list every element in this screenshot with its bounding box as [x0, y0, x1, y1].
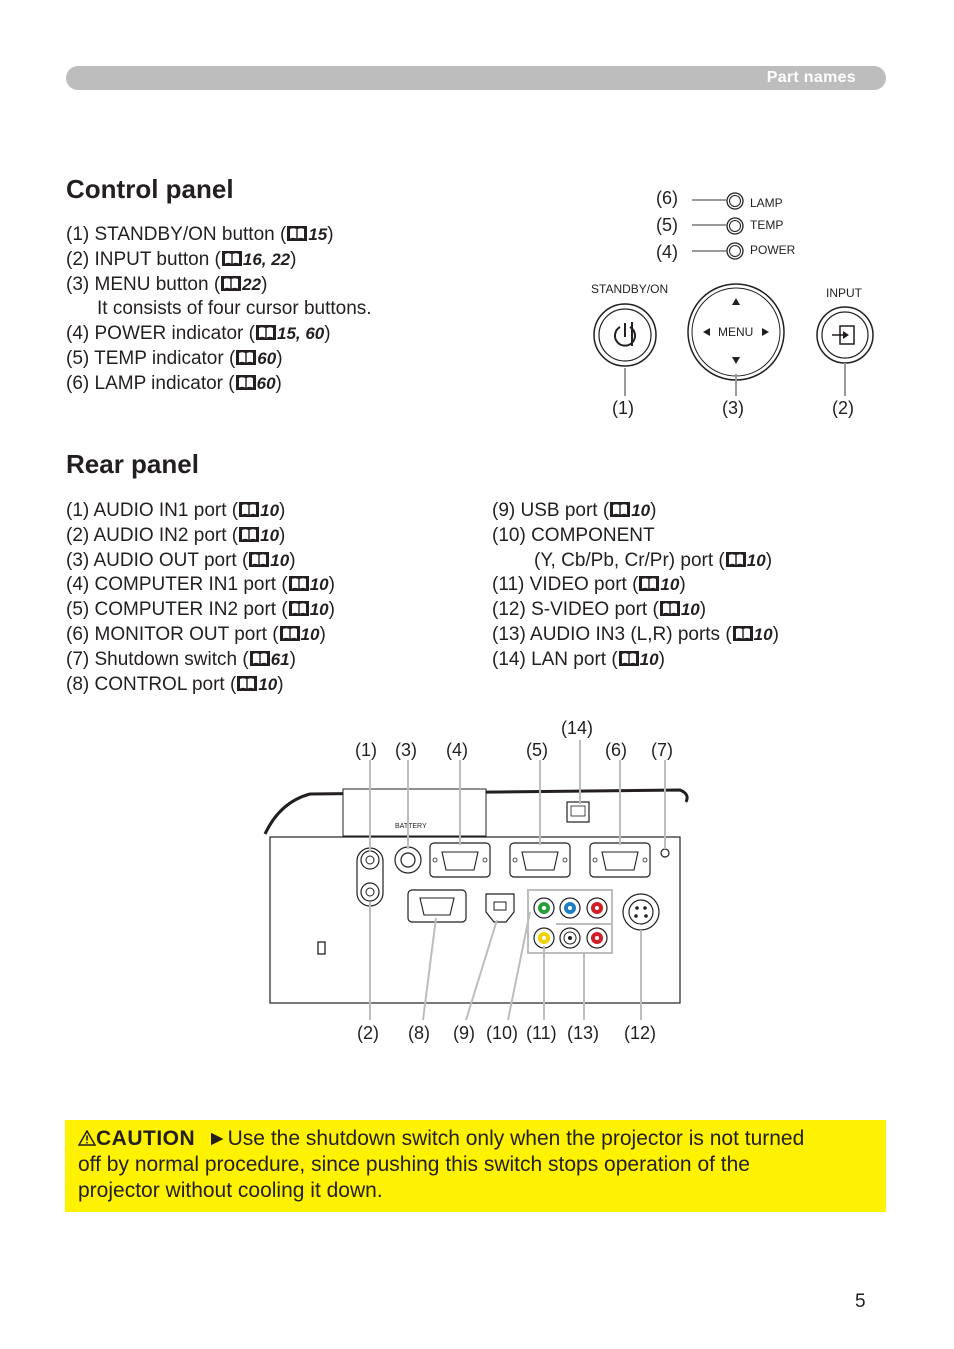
list-item: (10) COMPONENT [492, 524, 655, 546]
callout-9: (9) [453, 1023, 475, 1043]
manual-ref-icon [236, 350, 256, 365]
callout-1: (1) [355, 740, 377, 760]
list-item: (6) LAMP indicator ( 60) [66, 372, 282, 394]
menu-label: MENU [718, 325, 754, 339]
component-ports [534, 898, 607, 918]
list-item: (3) MENU button ( 22) [66, 273, 268, 295]
callout-6: (6) [605, 740, 627, 760]
callout-2: (2) [832, 398, 854, 418]
shutdown-switch [661, 849, 669, 857]
manual-ref-icon [610, 502, 630, 517]
list-item: (1) AUDIO IN1 port ( 10) [66, 500, 286, 521]
manual-ref-icon [222, 251, 242, 266]
caution-arrow: ► [206, 1127, 228, 1150]
callout-5: (5) [656, 215, 678, 235]
callout-12: (12) [624, 1023, 657, 1043]
manual-ref-icon [239, 502, 259, 517]
callout-13: (13) [567, 1023, 600, 1043]
list-item: (7) Shutdown switch ( 61) [66, 648, 296, 670]
manual-ref-icon [256, 325, 276, 340]
caution-label: CAUTION [96, 1127, 196, 1150]
rear-panel-diagram [250, 712, 700, 1057]
callout-11: (11) [526, 1023, 557, 1043]
callout-14: (14) [561, 718, 594, 738]
monitor-out-port [590, 843, 650, 877]
standby-label: STANDBY/ON [591, 282, 669, 296]
list-item: (3) AUDIO OUT port ( 10) [66, 549, 296, 571]
page-number: 5 [855, 1291, 866, 1312]
menu-button[interactable] [688, 284, 784, 380]
video-port [534, 928, 554, 948]
callout-7: (7) [651, 740, 673, 760]
temp-label: TEMP [750, 218, 784, 232]
manual-ref-icon [250, 651, 270, 666]
callout-3: (3) [722, 398, 744, 418]
computer-in2-port [510, 843, 570, 877]
manual-ref-icon [249, 552, 269, 567]
battery-label: BATTERY [395, 823, 427, 830]
manual-ref-icon [733, 626, 753, 641]
manual-ref-icon [221, 276, 241, 291]
manual-ref-icon [726, 552, 746, 567]
list-item: (1) STANDBY/ON button ( 15) [66, 224, 334, 245]
caution-text [78, 1126, 878, 1204]
list-item: (8) CONTROL port ( 10) [66, 673, 284, 695]
caution-line-3: projector without cooling it down. [78, 1179, 383, 1202]
audio-in-ports [357, 848, 383, 906]
input-label: INPUT [826, 286, 862, 300]
list-item: (9) USB port ( 10) [492, 500, 657, 521]
callout-10: (10) [486, 1023, 519, 1043]
standby-button[interactable] [594, 304, 656, 366]
manual-ref-icon [660, 601, 680, 616]
rear-panel-heading: Rear panel [66, 449, 199, 479]
list-item: (11) VIDEO port ( 10) [492, 574, 686, 596]
manual-ref-icon [239, 527, 259, 542]
caution-line-2: off by normal procedure, since pushing this switch stops operation of the [78, 1153, 750, 1176]
lamp-indicator [692, 193, 743, 209]
computer-in1-port [430, 843, 490, 877]
manual-ref-icon [289, 601, 309, 616]
list-item: (4) COMPUTER IN1 port ( 10) [66, 574, 335, 596]
input-button[interactable] [817, 307, 873, 363]
list-item: (6) MONITOR OUT port ( 10) [66, 623, 326, 645]
list-item: (2) INPUT button ( 16, 22) [66, 248, 297, 270]
manual-ref-icon [639, 576, 659, 591]
s-video-port [623, 894, 659, 930]
lamp-label: LAMP [750, 196, 783, 210]
list-item: (5) TEMP indicator ( 60) [66, 347, 283, 369]
callout-1: (1) [612, 398, 634, 418]
manual-ref-icon [280, 626, 300, 641]
manual-ref-icon [289, 576, 309, 591]
manual-ref-icon [237, 676, 257, 691]
callout-4: (4) [446, 740, 468, 760]
caution-line-1: Use the shutdown switch only when the projector is not turned [227, 1127, 805, 1150]
manual-ref-icon [236, 375, 256, 390]
menu-note: It consists of four cursor buttons. [97, 298, 372, 320]
rear-panel-list-left [66, 499, 335, 697]
list-item: (14) LAN port ( 10) [492, 648, 665, 670]
control-panel-diagram [560, 180, 880, 420]
list-item: (4) POWER indicator ( 15, 60) [66, 323, 331, 345]
caution-box [65, 1120, 886, 1212]
list-item: (12) S-VIDEO port ( 10) [492, 599, 707, 621]
callout-5: (5) [526, 740, 548, 760]
section-title: Part names [766, 69, 856, 86]
callout-3: (3) [395, 740, 417, 760]
warning-icon [78, 1130, 96, 1146]
control-panel-list [66, 223, 372, 397]
list-item: (5) COMPUTER IN2 port ( 10) [66, 599, 335, 621]
manual-ref-icon [287, 226, 307, 241]
temp-indicator [692, 218, 743, 234]
callout-4: (4) [656, 242, 678, 262]
header-bar [66, 66, 886, 90]
control-panel-heading: Control panel [66, 174, 234, 204]
list-item: (Y, Cb/Pb, Cr/Pr) port ( 10) [534, 549, 773, 571]
list-item: (13) AUDIO IN3 (L,R) ports ( 10) [492, 623, 779, 645]
manual-ref-icon [619, 651, 639, 666]
control-port [408, 890, 466, 922]
audio-out-port [395, 847, 421, 873]
power-indicator [692, 243, 743, 259]
callout-6: (6) [656, 188, 678, 208]
callout-2: (2) [357, 1023, 379, 1043]
callout-8: (8) [408, 1023, 430, 1043]
lan-port [567, 802, 589, 822]
usb-port [486, 894, 514, 922]
rear-panel-list-right [492, 499, 779, 673]
power-label: POWER [750, 243, 796, 257]
list-item: (2) AUDIO IN2 port ( 10) [66, 524, 286, 546]
